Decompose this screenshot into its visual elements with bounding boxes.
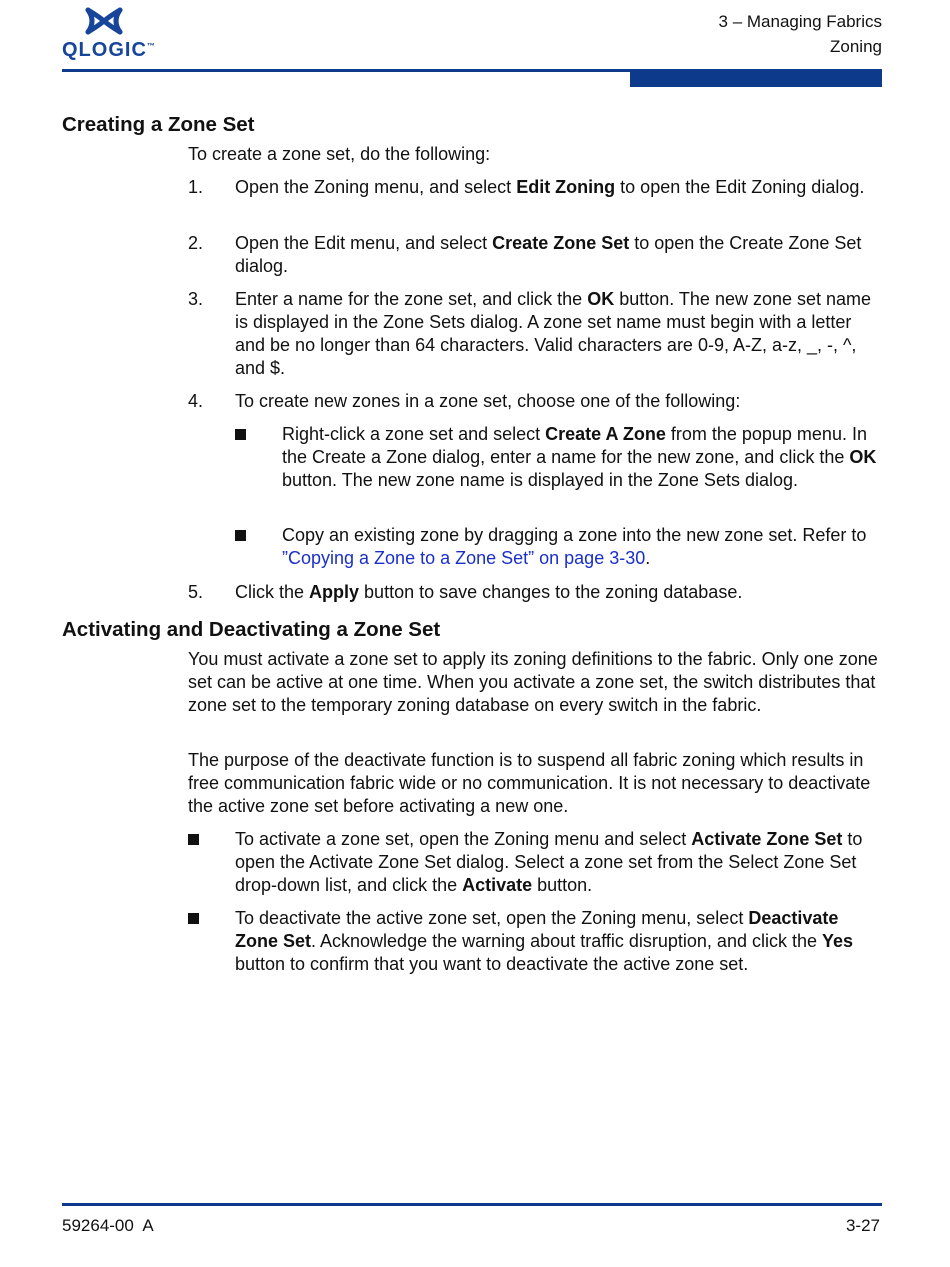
header-tab-bar (630, 69, 882, 87)
section-title: Zoning (830, 37, 882, 56)
cross-reference-link[interactable]: ”Copying a Zone to a Zone Set” on page 3-30 (282, 548, 646, 568)
footer-rule (62, 1203, 882, 1206)
intro-paragraph: To create a zone set, do the following: (188, 144, 491, 164)
running-header (719, 9, 882, 59)
bullet-square-icon (235, 530, 246, 541)
qlogic-logo (62, 6, 155, 61)
page-number: 3-27 (845, 1216, 880, 1235)
logo-wordmark: QLOGIC™ (62, 39, 155, 61)
bullet-square-icon (188, 834, 199, 845)
heading-activating-zone-set: Activating and Deactivating a Zone Set (62, 618, 441, 641)
bullet-square-icon (188, 913, 199, 924)
document-number: 59264-00 A (62, 1216, 154, 1235)
qlogic-mark-icon (82, 6, 126, 36)
heading-creating-zone-set: Creating a Zone Set (62, 113, 255, 136)
chapter-title: 3 – Managing Fabrics (718, 12, 882, 31)
deactivate-paragraph: The purpose of the deactivate function is to suspend all fabric zoning which results in free communication fabric wide or no communication. It is not necessary to deactivate the active zone set before activating a new one. (188, 750, 871, 816)
activate-paragraph: You must activate a zone set to apply its zoning definitions to the fabric. Only one zone set can be active at one time. When you activate a zone set, the switch distributes that zone set to the temporary zoning database on every switch in the fabric. (188, 649, 878, 715)
bullet-square-icon (235, 429, 246, 440)
